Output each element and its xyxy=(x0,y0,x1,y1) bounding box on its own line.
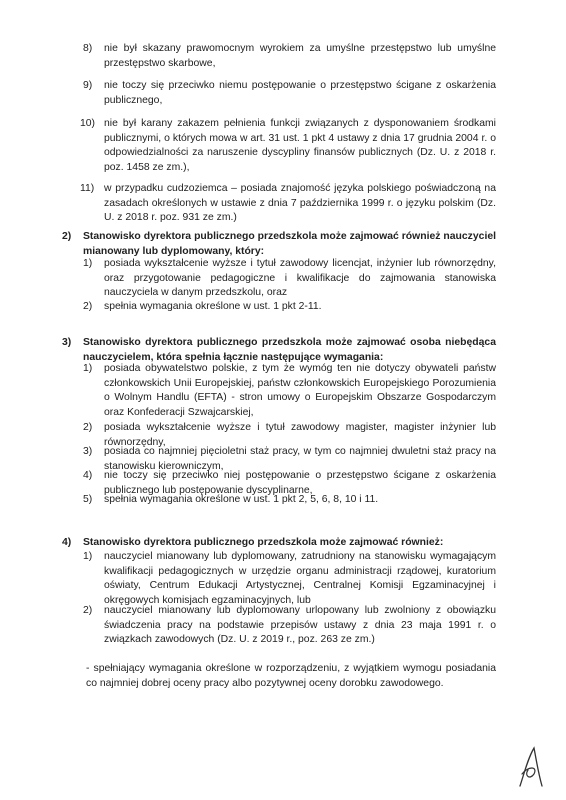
item-number: 2) xyxy=(83,301,93,312)
item-text: nie toczy się przeciwko niej postępowanie o przestępstwo ścigane z oskarżenia publicznego lub postępowanie dyscyplinarne, xyxy=(104,470,496,496)
handwritten-signature xyxy=(514,744,548,790)
section-number: 2) xyxy=(62,231,72,242)
item-number: 1) xyxy=(83,258,93,269)
item-number: 3) xyxy=(83,446,93,457)
item-number: 2) xyxy=(83,605,93,616)
item-text: spełnia wymagania określone w ust. 1 pkt 2-11. xyxy=(104,301,322,312)
section-heading: Stanowisko dyrektora publicznego przedszkola może zajmować również: xyxy=(83,537,444,548)
item-number: 1) xyxy=(83,551,93,562)
item-text: spełnia wymagania określone w ust. 1 pkt 2, 5, 6, 8, 10 i 11. xyxy=(104,494,379,505)
item-number: 1) xyxy=(83,363,93,374)
item-text: nie toczy się przeciwko niemu postępowanie o przestępstwo ścigane z oskarżenia publicznego, xyxy=(104,80,496,106)
item-text: nie był karany zakazem pełnienia funkcji związanych z dysponowaniem środkami publicznymi, o których mowa w art. 31 ust. 1 pkt 4 ustawy z dnia 17 grudnia 2004 r. o odpowiedzialności za naruszenie dyscypliny finansów publicznych (Dz. U. z 2018 r. poz. 1458 ze zm.), xyxy=(104,118,496,173)
section-heading: Stanowisko dyrektora publicznego przedszkola może zajmować osoba niebędąca nauczycielem, która spełnia łącznie następujące wymagania: xyxy=(83,337,496,363)
section-number: 3) xyxy=(62,337,72,348)
item-text: nauczyciel mianowany lub dyplomowany, zatrudniony na stanowisku wymagającym kwalifikacji pedagogicznych w urzędzie organu administracji rządowej, kuratorium oświaty, Centrum Edukacji Artystycznej, Centralnej Komisji Egzaminacyjnej i okręgowych komisjach egzaminacyjnych, lub xyxy=(104,551,496,606)
item-text: w przypadku cudzoziemca – posiada znajomość języka polskiego poświadczoną na zasadach określonych w ustawie z dnia 7 października 1999 r. o języku polskim (Dz. U. z 2018 r. poz. 931 ze zm.) xyxy=(104,183,496,224)
item-number: 8) xyxy=(83,43,93,54)
item-text: posiada wykształcenie wyższe i tytuł zawodowy licencjat, inżynier lub równorzędny, oraz przygotowanie pedagogiczne i kwalifikacje do zajmowania stanowiska nauczyciela w danym przedszkolu, oraz xyxy=(104,258,496,299)
item-number: 4) xyxy=(83,470,93,481)
section-heading: Stanowisko dyrektora publicznego przedszkola może zajmować również nauczyciel mianowany lub dyplomowany, który: xyxy=(83,231,496,257)
item-text: nie był skazany prawomocnym wyrokiem za umyślne przestępstwo lub umyślne przestępstwo skarbowe, xyxy=(104,43,496,69)
item-number: 2) xyxy=(83,422,93,433)
item-number: 5) xyxy=(83,494,93,505)
item-number: 10) xyxy=(80,118,96,129)
item-number: 11) xyxy=(80,183,95,194)
item-number: 9) xyxy=(83,80,93,91)
closing-text: - spełniający wymagania określone w rozporządzeniu, z wyjątkiem wymogu posiadania co najmniej dobrej oceny pracy albo pozytywnej oceny dorobku zawodowego. xyxy=(86,663,496,689)
item-text: posiada wykształcenie wyższe i tytuł zawodowy magister, magister inżynier lub równorzędny, xyxy=(104,422,496,448)
section-number: 4) xyxy=(62,537,72,548)
item-text: nauczyciel mianowany lub dyplomowany urlopowany lub zwolniony z obowiązku świadczenia pracy na podstawie przepisów ustawy z dnia 23 maja 1991 r. o związkach zawodowych (Dz. U. z 2019 r., poz. 263 ze zm.) xyxy=(104,605,496,646)
item-text: posiada co najmniej pięcioletni staż pracy, w tym co najmniej dwuletni staż pracy na stanowisku kierowniczym, xyxy=(104,446,496,472)
item-text: posiada obywatelstwo polskie, z tym że wymóg ten nie dotyczy obywateli państw członkowskich Unii Europejskiej, państw członkowskich Europejskiego Porozumienia o Wolnym Handlu (EFTA) - stron umowy o Europejskim Obszarze Gospodarczym oraz Konfederacji Szwajcarskiej, xyxy=(104,363,496,418)
